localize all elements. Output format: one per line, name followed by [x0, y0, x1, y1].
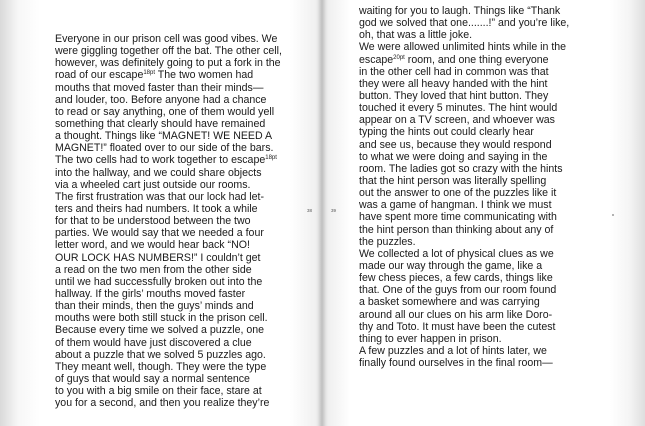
page-number-left: 38	[307, 208, 313, 213]
text-line: MAGNET!” floated over to our side of the bars.	[55, 142, 274, 155]
left-text-column	[55, 33, 300, 409]
text-line: for that to be understood between the two	[55, 215, 251, 228]
text-line: We were allowed unlimited hints while in the	[359, 41, 567, 54]
text-line: you for a second, and then you realize they’re	[55, 397, 270, 410]
text-line: was a game of hangman. I think we must	[359, 199, 552, 212]
text-line: The first frustration was that our lock had let-	[55, 190, 265, 203]
text-line: however, was definitely going to put a fork in the	[55, 57, 281, 70]
text-line: thing to ever happen in prison.	[359, 332, 502, 345]
font-size-annotation: 18pt	[143, 70, 156, 77]
text-line: oh, that was a little joke.	[359, 29, 473, 42]
text-line	[55, 69, 300, 81]
text-line: parties. We would say that we needed a four	[55, 227, 264, 240]
text-line: the puzzles.	[359, 235, 416, 248]
text-line: a thought. Things like “MAGNET! WE NEED A	[55, 130, 273, 143]
text-line: button. They loved that hint button. They	[359, 89, 549, 102]
text-line: ters and theirs had numbers. It took a while	[55, 202, 258, 215]
text-line: room. The ladies got so crazy with the hints	[359, 162, 563, 175]
text-line: via a wheeled cart just outside our rooms.	[55, 178, 251, 191]
stray-mark	[612, 214, 614, 216]
text-fragment: road of our escape	[55, 69, 144, 82]
text-line: We collected a lot of physical clues as we	[359, 247, 554, 260]
text-line: and see us, because they would respond	[359, 138, 552, 151]
right-text-column	[359, 5, 614, 369]
text-line: to you with a big smile on their face, stare at	[55, 385, 262, 398]
text-line: OUR LOCK HAS NUMBERS!” I couldn’t get	[55, 251, 261, 264]
left-page	[0, 0, 322, 426]
text-line: a basket somewhere and was carrying	[359, 296, 540, 309]
text-line: until we had successfully broken out into the	[55, 275, 263, 288]
text-line: have spent more time communicating with	[359, 211, 557, 224]
font-size-annotation: 20pt	[393, 54, 405, 61]
text-fragment: room, and one thing everyone	[404, 53, 549, 66]
text-line: few chess pieces, a few cards, things like	[359, 272, 553, 285]
text-line: mouths were both still stuck in the prison cell.	[55, 312, 268, 325]
text-line: something that clearly should have remained	[55, 117, 266, 130]
text-line: touched it every 5 minutes. The hint would	[359, 102, 558, 115]
text-line: into the hallway, and we could share objects	[55, 166, 262, 179]
text-line: to what we were doing and saying in the	[359, 150, 548, 163]
text-line	[359, 54, 614, 66]
text-line: hallway. If the girls’ mouths moved faster	[55, 287, 246, 300]
text-line: appear on a TV screen, and whoever was	[359, 114, 555, 127]
text-line: A few puzzles and a lot of hints later, we	[359, 344, 547, 357]
text-line: finally found ourselves in the final room—	[359, 357, 553, 370]
text-line: They meant well, though. They were the type	[55, 360, 267, 373]
text-line: out the answer to one of the puzzles like it	[359, 187, 557, 200]
text-line: and louder, too. Before anyone had a chance	[55, 93, 267, 106]
text-line: waiting for you to laugh. Things like “Thank	[359, 5, 561, 17]
text-line: made our way through the game, like a	[359, 259, 543, 272]
text-line: they were all heavy handed with the hint	[359, 77, 548, 90]
right-page	[322, 0, 645, 426]
text-line: Because every time we solved a puzzle, one	[55, 324, 265, 337]
text-line: about a puzzle that we solved 5 puzzles ago.	[55, 348, 266, 361]
text-line: of guys that would say a normal sentence	[55, 372, 250, 385]
page-number-right: 39	[331, 208, 337, 213]
text-line: to read or say anything, one of them would yell	[55, 105, 275, 118]
text-line: around all our clues on his arm like Doro-	[359, 308, 553, 321]
text-line: thy and Toto. It must have been the cutest	[359, 320, 556, 333]
text-line	[55, 154, 300, 166]
text-line: god we solved that one.......!” and you’re like,	[359, 17, 570, 30]
text-line: that the hint person was literally spelling	[359, 174, 547, 187]
text-line: typing the hints out could clearly hear	[359, 126, 534, 139]
text-line: the hint person than thinking about any of	[359, 223, 554, 236]
text-line: were giggling together off the bat. The other cell,	[55, 45, 282, 58]
text-fragment: The two women had	[155, 69, 254, 82]
text-line: a read on the two men from the other side	[55, 263, 252, 276]
text-line: than their minds, then the guys’ minds and	[55, 300, 254, 313]
text-fragment: The two cells had to work together to escape	[55, 154, 266, 167]
text-line: that. One of the guys from our room found	[359, 284, 557, 297]
text-line: letter word, and we would hear back “NO!	[55, 239, 250, 252]
text-fragment: escape	[359, 53, 394, 66]
text-line: of them would have just discovered a clue	[55, 336, 252, 349]
text-line: Everyone in our prison cell was good vibes. We	[55, 33, 278, 45]
text-line: mouths that moved faster than their minds—	[55, 81, 264, 94]
text-line: in the other cell had in common was that	[359, 65, 549, 78]
font-size-annotation: 18pt	[265, 155, 277, 162]
